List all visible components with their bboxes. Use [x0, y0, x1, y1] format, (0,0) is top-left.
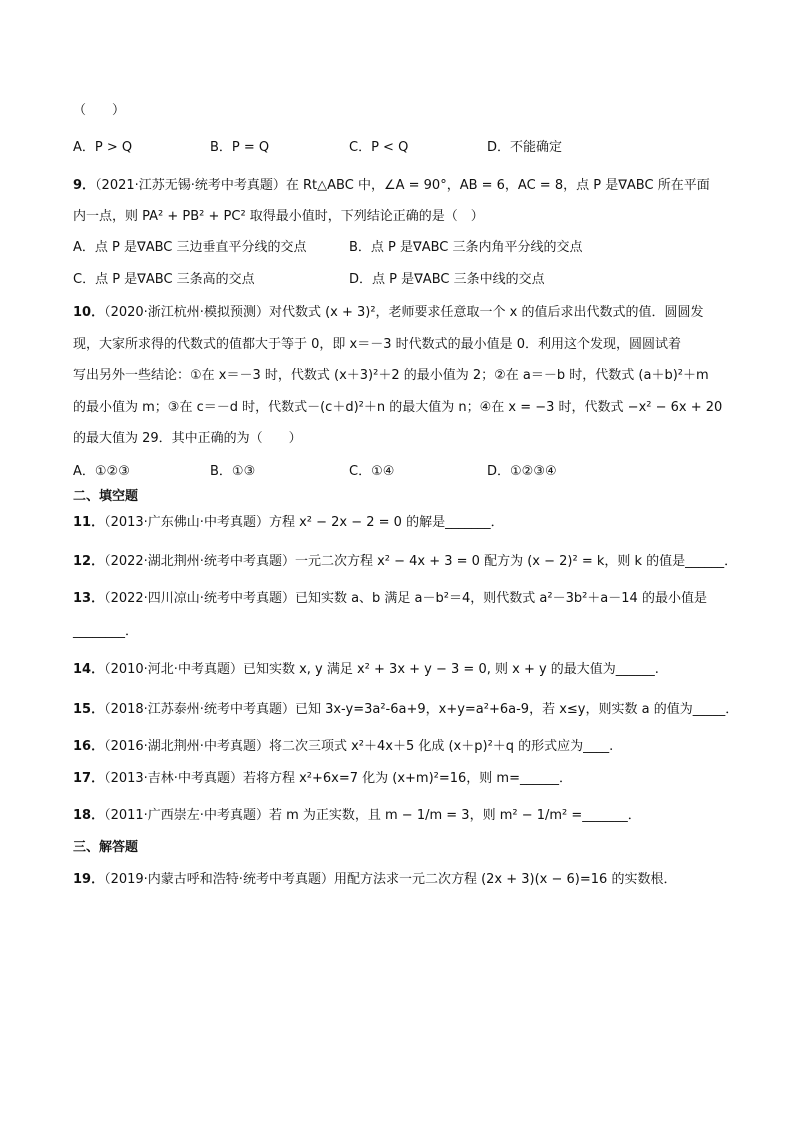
q15-text: （2018·江苏泰州·统考中考真题）已知 3x-y=3a²-6a+9，x+y=a²+6a-9，若 x≤y，则实数 a 的值为_____． — [104, 702, 739, 717]
q8-option-d: D．不能确定 — [487, 140, 563, 155]
q9-text-1: （2021·江苏无锡·统考中考真题）在 Rt△ABC 中，∠A = 90°，AB = 6，AC = 8，点 P 是∇ABC 所在平面 — [95, 178, 710, 193]
q12-text: （2022·湖北荆州·统考中考真题）一元二次方程 x² − 4x + 3 = 0 配方为 (x − 2)² = k，则 k 的值是______． — [104, 554, 738, 569]
q9-option-d: D．点 P 是∇ABC 三条中线的交点 — [349, 272, 545, 287]
q8-option-b: B．P = Q — [210, 140, 270, 155]
q9-line-2: 内一点，则 PA² + PB² + PC² 取得最小值时，下列结论正确的是（ ） — [73, 209, 484, 224]
q11-number: 11． — [73, 515, 105, 530]
q9-number: 9． — [73, 178, 96, 193]
q10-line-5: 的最大值为 29．其中正确的为（ ） — [73, 431, 302, 446]
q13-line-1 — [73, 590, 707, 608]
q9-option-c: C．点 P 是∇ABC 三条高的交点 — [73, 272, 255, 287]
q16 — [73, 738, 613, 756]
q16-number: 16． — [73, 739, 105, 754]
section-solution-heading: 三、解答题 — [73, 840, 139, 855]
q13-number: 13． — [73, 591, 105, 606]
q14-text: （2010·河北·中考真题）已知实数 x, y 满足 x² + 3x + y − 3 = 0, 则 x + y 的最大值为______. — [104, 662, 659, 677]
q13-line-2: ________． — [73, 624, 139, 639]
q10-option-d: D．①②③④ — [487, 464, 557, 479]
q10-option-a: A．①②③ — [73, 464, 130, 479]
q10-line-3: 写出另外一些结论：①在 x＝－3 时，代数式 (x＋3)²＋2 的最小值为 2；②在 a＝－b 时，代数式 (a＋b)²＋m — [73, 368, 709, 383]
q10-option-b: B．①③ — [210, 464, 256, 479]
q11-text: （2013·广东佛山·中考真题）方程 x² − 2x − 2 = 0 的解是_______． — [104, 515, 504, 530]
q19-text: （2019·内蒙古呼和浩特·统考中考真题）用配方法求一元二次方程 (2x + 3)(x − 6)=16 的实数根． — [104, 872, 677, 887]
section-fill-in-heading: 二、填空题 — [73, 489, 139, 504]
q14-number: 14． — [73, 662, 105, 677]
q10-option-c: C．①④ — [349, 464, 395, 479]
q17-number: 17． — [73, 771, 105, 786]
q10-line-1 — [73, 304, 704, 322]
q8-answer-paren: （ ） — [73, 103, 126, 118]
q18-text: （2011·广西崇左·中考真题）若 m 为正实数，且 m − 1/m = 3，则 m² − 1/m² =_______． — [104, 808, 641, 823]
q17 — [73, 770, 572, 788]
q15 — [73, 701, 738, 719]
q13-text-1: （2022·四川凉山·统考中考真题）已知实数 a、b 满足 a－b²＝4，则代数式 a²－3b²＋a－14 的最小值是 — [104, 591, 707, 606]
q12-number: 12． — [73, 554, 105, 569]
q10-line-4: 的最小值为 m；③在 c＝－d 时，代数式－(c＋d)²＋n 的最大值为 n；④在 x = −3 时，代数式 −x² − 6x + 20 — [73, 400, 723, 415]
q19 — [73, 871, 676, 889]
q18 — [73, 807, 641, 825]
q12 — [73, 553, 737, 571]
q15-number: 15． — [73, 702, 105, 717]
q18-number: 18． — [73, 808, 105, 823]
q11 — [73, 514, 504, 532]
q14 — [73, 661, 659, 679]
q9-option-a: A．点 P 是∇ABC 三边垂直平分线的交点 — [73, 240, 307, 255]
q9-line-1 — [73, 177, 710, 195]
q17-text: （2013·吉林·中考真题）若将方程 x²+6x=7 化为 (x+m)²=16，则 m=______． — [104, 771, 572, 786]
q10-text-1: （2020·浙江杭州·模拟预测）对代数式 (x + 3)²，老师要求任意取一个 x 的值后求出代数式的值．圆圆发 — [104, 305, 704, 320]
q9-option-b: B．点 P 是∇ABC 三条内角平分线的交点 — [349, 240, 583, 255]
q10-number: 10． — [73, 305, 105, 320]
q19-number: 19． — [73, 872, 105, 887]
q8-option-c: C．P < Q — [349, 140, 409, 155]
q8-option-a: A．P > Q — [73, 140, 133, 155]
q16-text: （2016·湖北荆州·中考真题）将二次三项式 x²＋4x＋5 化成 (x＋p)²＋q 的形式应为____. — [104, 739, 614, 754]
q10-line-2: 现，大家所求得的代数式的值都大于等于 0，即 x＝－3 时代数式的最小值是 0．利用这个发现，圆圆试着 — [73, 337, 682, 352]
